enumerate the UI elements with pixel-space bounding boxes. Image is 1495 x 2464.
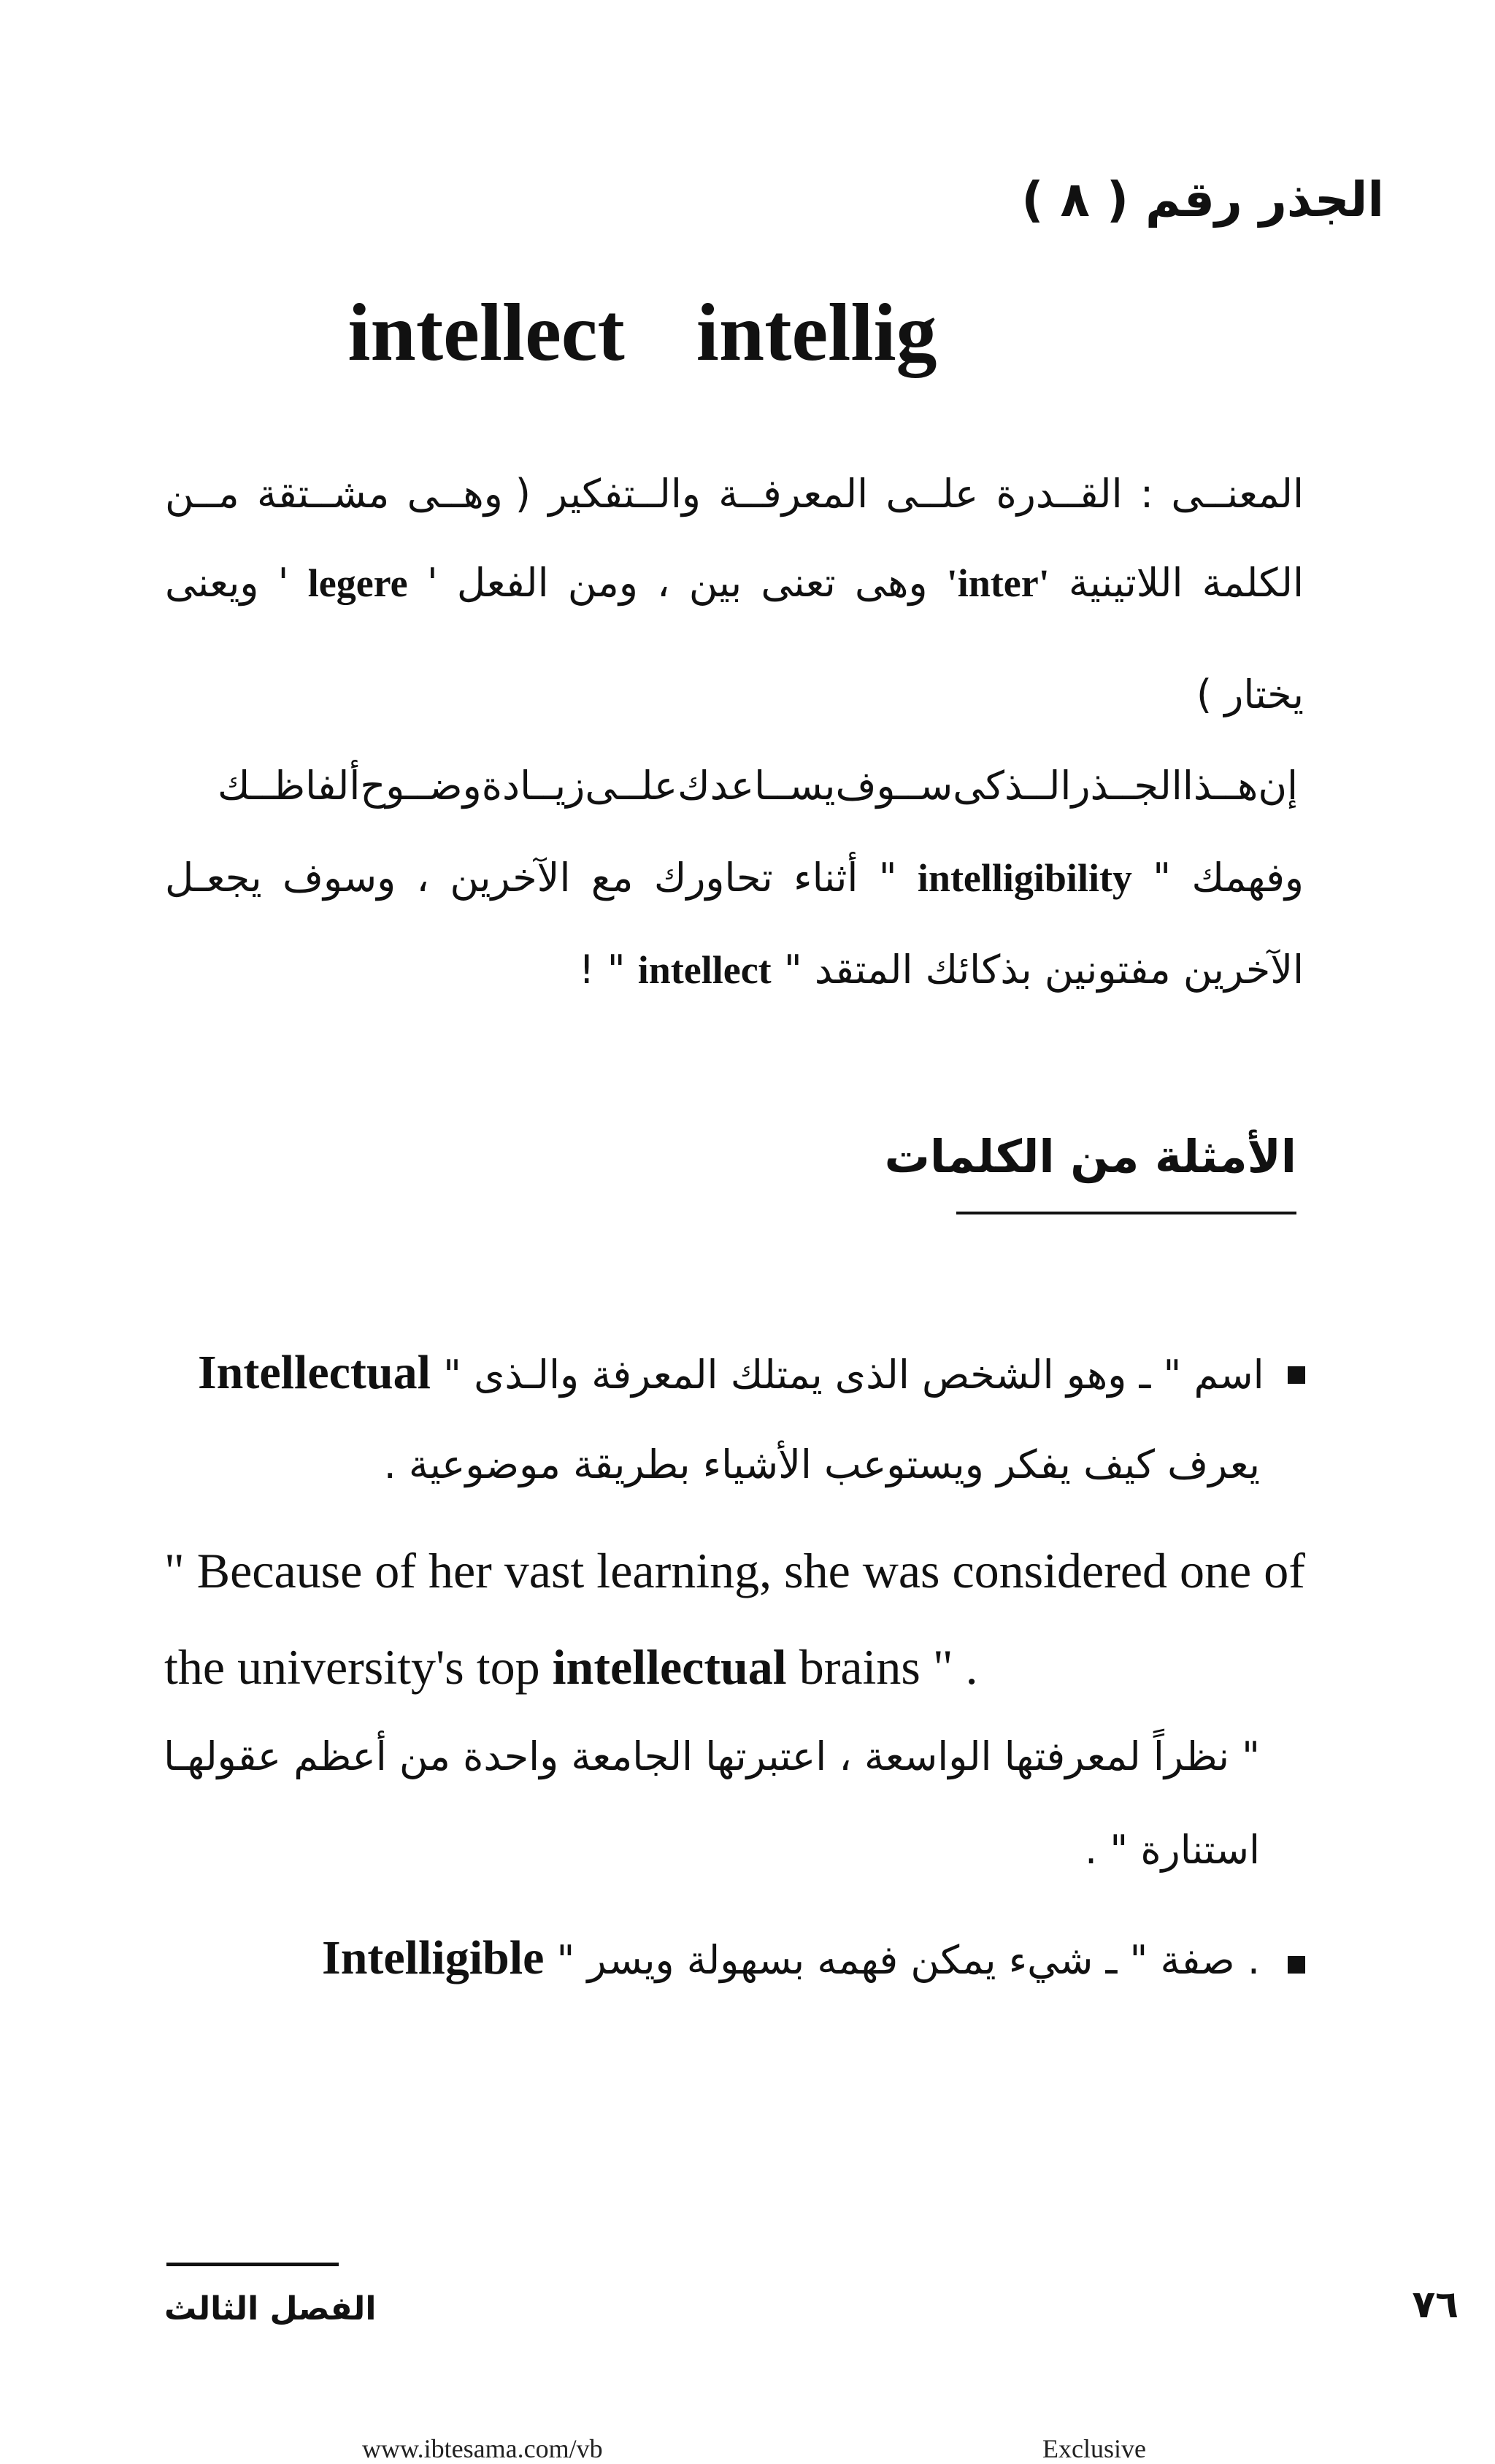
english-word-intelligibility: intelligibility xyxy=(917,856,1132,900)
english-bold-word: intellectual xyxy=(552,1639,787,1695)
paragraph-word: هــذا xyxy=(1182,763,1258,809)
meaning-word: مــن xyxy=(165,471,239,517)
heading-underline xyxy=(956,1212,1296,1214)
footer-rule xyxy=(166,2263,339,2266)
english-word-intellect: intellect xyxy=(637,948,772,992)
exclusive-tag: Exclusive xyxy=(1042,2434,1146,2463)
example-1-line-2: يعرف كيف يفكر ويستوعب الأشياء بطريقة موضوعية . xyxy=(383,1441,1260,1487)
page-number: ٧٦ xyxy=(1412,2283,1459,2327)
example-1-arabic-translation-line-1: " نظراً لمعرفتها الواسعة ، اعتبرتها الجامعة واحدة من أعظم عقولهـا xyxy=(164,1733,1260,1779)
english-text: the university's top xyxy=(164,1639,553,1695)
paragraph-word: الــذكى xyxy=(953,763,1072,809)
meaning-text: الكلمة اللاتينية xyxy=(1049,560,1304,606)
examples-heading: الأمثلة من الكلمات xyxy=(884,1130,1296,1183)
example-1-word: Intellectual xyxy=(198,1346,431,1399)
paragraph-text: " أثناء تحاورك مع الآخرين ، وسوف يجعـل xyxy=(165,855,918,901)
paragraph-word: زيــادة xyxy=(481,763,585,809)
paragraph-text: وفهمك " xyxy=(1131,855,1304,901)
english-text: brains " . xyxy=(786,1639,978,1695)
paragraph-text: الآخرين مفتونين بذكائك المتقد " xyxy=(771,947,1304,993)
meaning-word: القــدرة xyxy=(996,471,1123,517)
meaning-line-2 xyxy=(165,560,1304,606)
meaning-word: المعرفــة xyxy=(718,471,869,517)
root-number-label: الجذر رقم ( ٨ ) xyxy=(1021,172,1384,228)
meaning-word: علــى xyxy=(885,471,979,517)
paragraph-word: وضــوح xyxy=(360,763,482,809)
meaning-word: مشــتقة xyxy=(256,471,390,517)
meaning-word: ( وهــى xyxy=(407,471,531,517)
paragraph-line-1 xyxy=(218,763,1298,809)
paragraph-word: إن xyxy=(1258,763,1298,809)
root-words-title: intellect intellig xyxy=(347,288,937,378)
meaning-line-3: يختار ) xyxy=(1196,671,1304,717)
example-1-english-line-1: " Because of her vast learning, she was considered one of xyxy=(164,1543,1305,1598)
website-url: www.ibtesama.com/vb xyxy=(362,2434,603,2463)
paragraph-word: الجــذر xyxy=(1071,763,1183,809)
paragraph-word: ســوف xyxy=(835,763,953,809)
paragraph-text: " ! xyxy=(578,947,638,993)
meaning-text: وهى تعنى بين ، ومن الفعل ' xyxy=(407,560,947,606)
paragraph-line-2 xyxy=(165,855,1304,901)
paragraph-word: علــى xyxy=(585,763,678,809)
chapter-label: الفصل الثالث xyxy=(164,2290,377,2328)
latin-word-legere: legere xyxy=(307,561,408,605)
example-1-arabic-translation-line-2: استنارة " . xyxy=(1085,1827,1260,1873)
meaning-word: المعنــى xyxy=(1171,471,1304,517)
meaning-word: : xyxy=(1139,471,1154,517)
example-1-line-1 xyxy=(198,1346,1264,1399)
example-1-english-line-2 xyxy=(164,1639,978,1695)
latin-word-inter: 'inter' xyxy=(946,561,1050,605)
bullet-icon xyxy=(1288,1366,1305,1384)
meaning-line-1 xyxy=(165,471,1304,517)
example-2-word: Intelligible xyxy=(322,1931,545,1984)
paragraph-word: ألفاظــك xyxy=(218,763,361,809)
bullet-icon xyxy=(1288,1956,1305,1974)
meaning-word: والــتفكير xyxy=(548,471,701,517)
example-2-definition: " صفة " ـ شيء يمكن فهمه بسهولة ويسر . xyxy=(544,1937,1260,1983)
paragraph-word: يســاعدك xyxy=(677,763,836,809)
paragraph-line-3 xyxy=(578,947,1304,993)
meaning-text: ' ويعنى xyxy=(165,560,308,606)
example-1-definition: " اسم " ـ وهو الشخص الذى يمتلك المعرفة والـذى xyxy=(430,1352,1264,1398)
example-2-line xyxy=(322,1931,1260,1984)
